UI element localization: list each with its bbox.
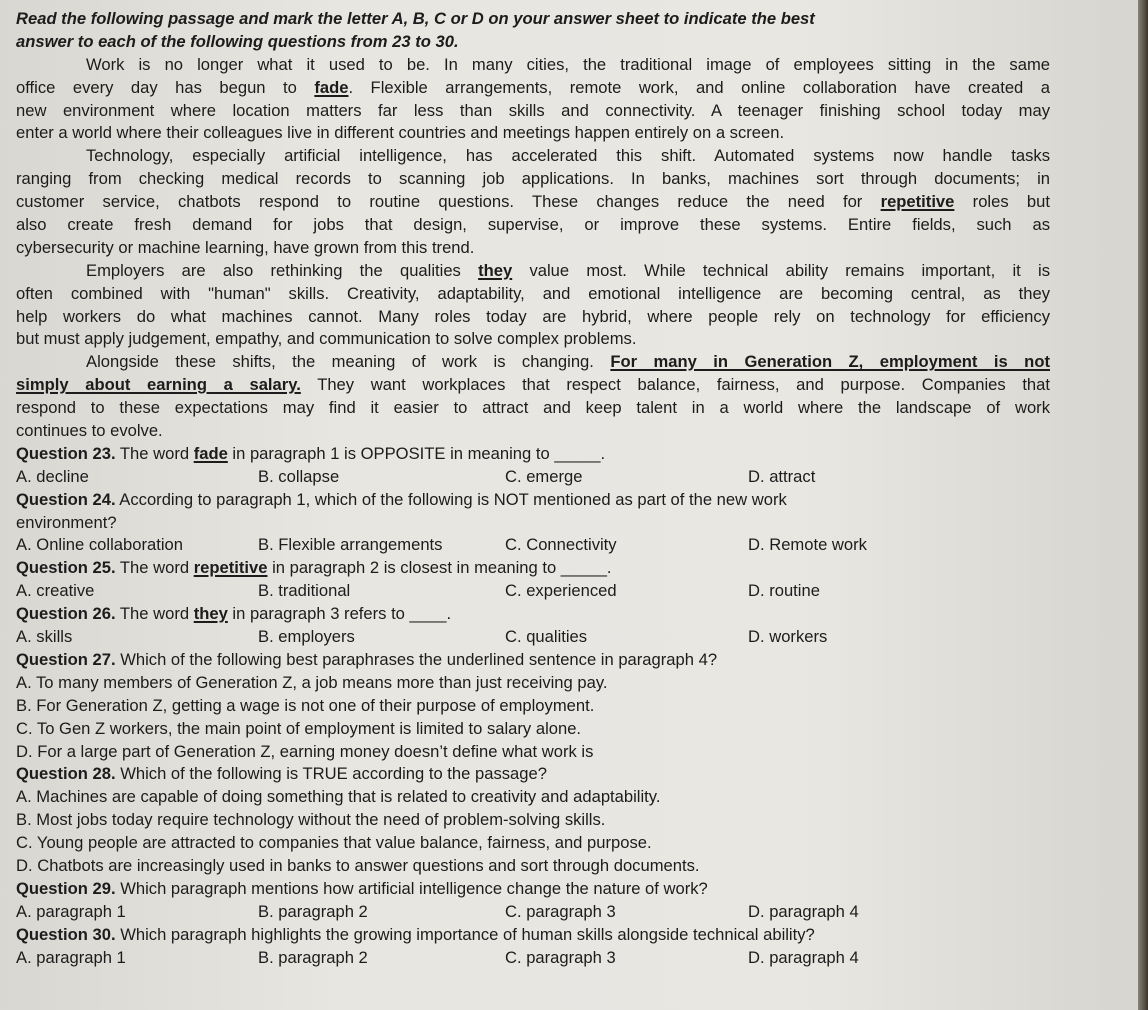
text-segment: cybersecurity or machine learning, have grown from this trend. [16,237,475,257]
answer-option-c[interactable]: C. paragraph 3 [505,901,616,921]
text-segment: The word [115,443,194,463]
question-stem [16,512,1050,535]
question-28 [16,763,1050,877]
answer-options [16,947,1050,970]
text-segment: often combined with "human" skills. Creativity, adaptability, and emotional intelligence are becoming central, as they [16,283,1050,303]
answer-option-c[interactable]: C. To Gen Z workers, the main point of employment is limited to salary alone. [16,718,582,738]
text-segment: Alongside these shifts, the meaning of work is changing. [86,352,611,372]
paragraph-3 [16,260,1050,352]
text-segment: Work is no longer what it used to be. In many cities, the traditional image of employees sitting in the same [86,54,1050,74]
passage-line [16,145,1050,168]
text-segment: Technology, especially artificial intelligence, has accelerated this shift. Automated systems now handle tasks [86,146,1050,166]
answer-option-a[interactable]: A. skills [16,627,73,647]
answer-option-a[interactable]: A. Online collaboration [16,535,183,555]
text-segment: ranging from checking medical records to scanning job applications. In banks, machines sort through documents; in [16,169,1050,189]
question-stem [16,489,1050,512]
answer-option-a[interactable]: A. To many members of Generation Z, a job means more than just receiving pay. [16,672,608,692]
question-stem [16,763,1050,786]
underlined-text: fade [193,443,228,463]
text-segment: Which of the following is TRUE according to the passage? [115,764,547,784]
text-segment: The word [115,604,194,624]
passage-line [16,237,1050,260]
answer-option-b[interactable]: B. Flexible arrangements [258,535,443,555]
text-segment: continues to evolve. [16,421,163,441]
text-segment: roles but [954,192,1050,212]
passage-line [16,168,1050,191]
answer-option-b[interactable]: B. employers [258,627,355,647]
question-number: Question 28. [16,764,116,784]
passage-line [16,374,1050,397]
answer-option-a[interactable]: A. Machines are capable of doing something that is related to creativity and adaptability. [16,787,661,807]
answer-option-d[interactable]: D. For a large part of Generation Z, earning money doesn’t define what work is [16,741,594,761]
text-segment: new environment where location matters far less than skills and connectivity. A teenager finishing school today may [16,100,1050,120]
answer-option-a[interactable]: A. decline [16,466,89,486]
text-segment: but must apply judgement, empathy, and communication to solve complex problems. [16,329,637,349]
text-segment: in paragraph 3 refers to ____. [227,604,452,624]
passage-line [16,122,1050,145]
question-number: Question 23. [16,443,116,463]
answer-option-d[interactable]: D. workers [748,627,828,647]
question-stem [16,443,1050,466]
passage-line [16,351,1050,374]
text-segment: Which paragraph mentions how artificial intelligence change the nature of work? [115,878,708,898]
answer-option-d[interactable]: D. paragraph 4 [748,947,859,967]
answer-option-b[interactable]: B. For Generation Z, getting a wage is not one of their purpose of employment. [16,695,595,715]
question-stem [16,924,1050,947]
text-segment: office every day has begun to [16,77,315,97]
answer-option-c[interactable]: C. qualities [505,627,588,647]
text-segment: in paragraph 2 is closest in meaning to _____. [267,558,612,578]
passage-line [16,397,1050,420]
question-stem [16,878,1050,901]
text-segment: also create fresh demand for jobs that design, supervise, or improve these systems. Entire fields, such as [16,215,1050,235]
answer-option-d[interactable]: D. paragraph 4 [748,901,859,921]
passage-line [16,306,1050,329]
question-stem [16,557,1050,580]
question-stem [16,649,1050,672]
underlined-text: they [478,260,513,280]
question-23 [16,443,1050,489]
instruction-line: Read the following passage and mark the letter A, B, C or D on your answer sheet to indicate the best [16,9,815,28]
instruction [16,8,1050,54]
answer-options [16,901,1050,924]
question-25 [16,557,1050,603]
answer-options [16,466,1050,489]
underlined-text: For many in Generation Z, employment is not [610,352,1050,372]
text-segment: respond to these expectations may find it easier to attract and keep talent in a world where the landscape of work [16,398,1050,418]
question-number: Question 29. [16,878,116,898]
question-27 [16,649,1050,763]
answer-option-a[interactable]: A. creative [16,581,95,601]
passage-line [16,328,1050,351]
answer-option-b[interactable]: B. traditional [258,581,351,601]
text-segment: environment? [16,512,117,532]
underlined-text: they [193,604,228,624]
answer-option-b[interactable]: B. paragraph 2 [258,947,368,967]
underlined-text: simply about earning a salary. [16,375,301,395]
question-30 [16,924,1050,970]
question-26 [16,603,1050,649]
text-segment: value most. While technical ability remains important, it is [512,260,1051,280]
instruction-line: answer to each of the following questions from 23 to 30. [16,31,459,51]
text-segment: Which of the following best paraphrases the underlined sentence in paragraph 4? [115,649,718,669]
answer-option-b[interactable]: B. collapse [258,466,340,486]
question-number: Question 25. [16,558,116,578]
text-segment: Which paragraph highlights the growing importance of human skills alongside technical ability? [115,924,815,944]
passage-line [16,191,1050,214]
answer-option-b[interactable]: B. Most jobs today require technology without the need of problem-solving skills. [16,810,606,830]
answer-option-b[interactable]: B. paragraph 2 [258,901,368,921]
question-stem [16,603,1050,626]
answer-options [16,534,1050,557]
passage-line [16,77,1050,100]
answer-option-c[interactable]: C. experienced [505,581,617,601]
answer-option-c[interactable]: C. Young people are attracted to companies that value balance, fairness, and purpose. [16,833,652,853]
question-24 [16,489,1050,558]
question-number: Question 27. [16,649,116,669]
answer-option-a[interactable]: A. paragraph 1 [16,947,126,967]
answer-option-a[interactable]: A. paragraph 1 [16,901,126,921]
passage-line [16,283,1050,306]
reading-passage [16,54,1050,443]
question-number: Question 30. [16,924,116,944]
question-number: Question 26. [16,604,116,624]
paragraph-4 [16,351,1050,443]
passage-line [16,214,1050,237]
underlined-text: repetitive [880,192,955,212]
passage-line [16,54,1050,77]
passage-line [16,100,1050,123]
text-segment: Employers are also rethinking the qualities [86,260,479,280]
text-segment: According to paragraph 1, which of the following is NOT mentioned as part of the new work [115,489,787,509]
paragraph-1 [16,54,1050,146]
text-segment: enter a world where their colleagues live in different countries and meetings happen entirely on a screen. [16,123,785,143]
question-number: Question 24. [16,489,116,509]
passage-line [16,260,1050,283]
answer-options [16,580,1050,603]
answer-options [16,626,1050,649]
answer-option-d[interactable]: D. attract [748,466,816,486]
text-segment: . Flexible arrangements, remote work, and online collaboration have created a [348,77,1050,97]
text-segment: help workers do what machines cannot. Many roles today are hybrid, where people rely on technology for efficiency [16,306,1050,326]
text-segment: in paragraph 1 is OPPOSITE in meaning to _____. [227,443,606,463]
page-edge [1138,0,1148,1010]
paragraph-2 [16,145,1050,259]
answer-option-c[interactable]: C. paragraph 3 [505,947,616,967]
answer-option-c[interactable]: C. Connectivity [505,535,617,555]
question-29 [16,878,1050,924]
passage-line [16,420,1050,443]
worksheet [16,8,1050,969]
text-segment: They want workplaces that respect balance, fairness, and purpose. Companies that [300,375,1050,395]
answer-option-d[interactable]: D. Chatbots are increasingly used in banks to answer questions and sort through documents. [16,855,700,875]
underlined-text: repetitive [193,558,268,578]
underlined-text: fade [314,77,349,97]
answer-option-d[interactable]: D. routine [748,581,820,601]
text-segment: customer service, chatbots respond to routine questions. These changes reduce the need for [16,192,881,212]
text-segment: The word [115,558,194,578]
answer-option-c[interactable]: C. emerge [505,466,583,486]
question-list [16,443,1050,969]
answer-option-d[interactable]: D. Remote work [748,535,867,555]
